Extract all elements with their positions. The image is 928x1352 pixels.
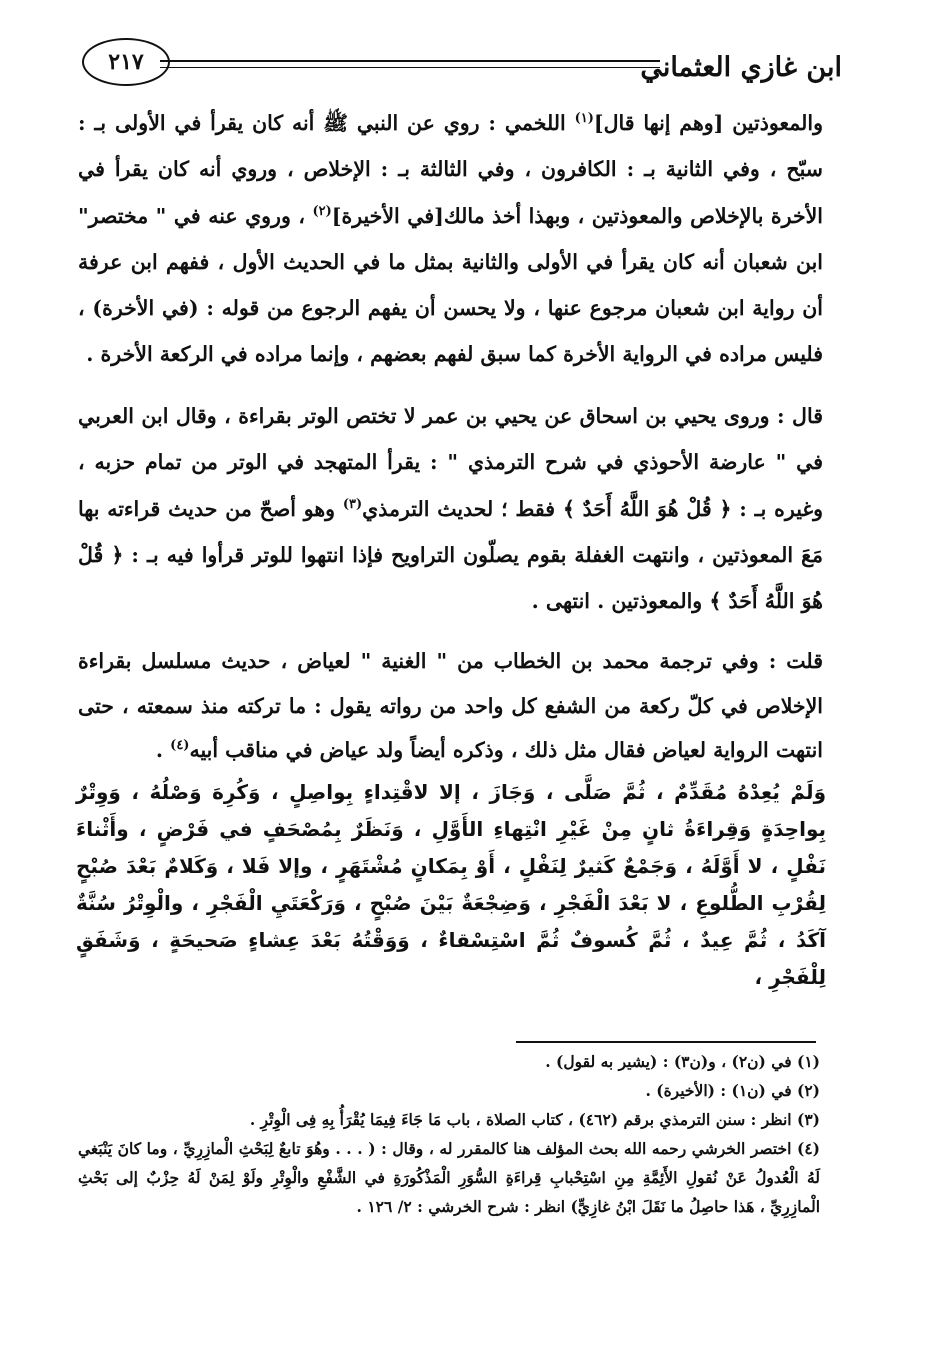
paragraph-1-text-b: اللخمي : روي عن النبي ﷺ أنه كان يقرأ في الأولى بـ : سبّح ، وفي الثانية بـ : الكافرون ، وفي الثالثة بـ : الإخلاص ، وروي أنه كان يقرأ في الأخرة بالإخلاص والمعوذتين ، وبهذا أخذ مالك[في الأخيرة]	[78, 111, 824, 228]
page-number	[82, 38, 170, 86]
footnote-2: (٢) في (ن١) : (الأخيرة) .	[645, 1081, 820, 1100]
footnote-3: (٣) انظر : سنن الترمذي برقم (٤٦٢) ، كتاب الصلاة ، باب مَا جَاءَ فِيمَا يُقْرَأُ بِهِ فِى الْوِتْرِ .	[249, 1110, 820, 1129]
matn-verse-block	[76, 774, 826, 996]
page-header	[82, 38, 842, 94]
footnote-marker-4: (٤)	[170, 738, 190, 754]
paragraph-3-text-b: .	[155, 738, 171, 762]
footnote-1: (١) في (ن٢) ، و(ن٣) : (يشير به لقول) .	[545, 1052, 820, 1071]
paragraph-2-text-a: قال : وروى يحيي بن اسحاق عن يحيي بن عمر لا تختص الوتر بقراءة ، وقال ابن العربي في " عارضة الأحوذي في شرح الترمذي " : يقرأ المتهجد في الوتر من تمام حزبه ، وغيره بـ : ﴿ قُلْ هُوَ اللَّهُ أَحَدٌ ﴾ فقط ؛ لحديث الترمذي	[78, 404, 824, 521]
paragraph-1-text-c: ، وروي عنه في " مختصر" ابن شعبان أنه كان يقرأ في الأولى والثانية بمثل ما في الحديث الأول ، ففهم ابن عرفة أن رواية ابن شعبان مرجوع عنها ، ولا يحسن أن يفهم الرجوع من قوله : (في الأخرة) ، فليس مراده في الرواية الأخرة كما سبق لفهم بعضهم ، وإنما مراده في الركعة الأخرة .	[78, 203, 823, 367]
footnote-marker-2: (٢)	[312, 203, 332, 219]
matn-verse-text: وَلَمْ يُعِدْهُ مُقَدِّمٌ ، ثُمَّ صَلَّى ، وَجَازَ ، إلا لاقْتِداءٍ بِواصِلٍ ، وَكُرِهَ وَصْلُهُ ، وَوِتْرٌ بِواحِدَةٍ وَقِراءَةُ ثانٍ مِنْ غَيْرِ انْتِهاءِ الأَوَّلِ ، وَنَظَرٌ بِمُصْحَفٍ في فَرْضٍ ، وأَثْناءَ نَفْلٍ ، لا أَوَّلَهُ ، وَجَمْعٌ كَثيرٌ لِنَفْلٍ ، أَوْ بِمَكانٍ مُشْتَهَرٍ ، وإلا فَلا ، وَكَلامٌ بَعْدَ صُبْحٍ لِقُرْبِ الطُّلوعِ ، لا بَعْدَ الْفَجْرِ ، وَضِجْعَةٌ بَيْنَ صُبْحٍ ، وَرَكْعَتَيِ الْفَجْرِ ، والْوِتْرُ سُنَّةٌ آكَدُ ، ثُمَّ عِيدٌ ، ثُمَّ كُسوفٌ ثُمَّ اسْتِسْقاءٌ ، وَوَقْتُهُ بَعْدَ عِشاءٍ صَحيحَةٍ ، وَشَفَقٍ لِلْفَجْرِ ،	[76, 780, 826, 989]
header-rule	[160, 60, 660, 68]
paragraph-3	[78, 639, 823, 773]
footnote-marker-3: (٣)	[342, 496, 363, 512]
paragraph-3-text-a: قلت : وفي ترجمة محمد بن الخطاب من " الغنية " لعياض ، حديث مسلسل بقراءة الإخلاص في كلّ ركعة من الشفع كل واحد من رواته يقول : ما تركته منذ سمعته ، حتى انتهت الرواية لعياض فقال مثل ذلك ، وذكره أيضاً ولد عياض في مناقب أبيه	[78, 649, 823, 762]
footnote-marker-1: (١)	[574, 111, 594, 127]
paragraph-1-text-a: والمعوذتين [وهم إنها قال]	[593, 111, 824, 135]
paragraph-1	[78, 100, 823, 378]
footnote-separator	[516, 1041, 816, 1043]
paragraph-2	[78, 393, 823, 624]
footnote-4: (٤) اختصر الخرشي رحمه الله بحث المؤلف هنا كالمقرر له ، وقال : ( . . . وهُوَ تابعٌ لِبَحْثِ الْمازِرِيِّ ، وما كانَ يَنْبَغي لَهُ الْعُدولُ عَنْ نُقولِ الأَئِمَّةِ مِنِ اسْتِحْبابِ قِراءَةِ السُّوَرِ الْمَذْكُورَةِ في الشَّفْعِ والْوِتْرِ ولَوْ لِمَنْ لَهُ حِزْبٌ إلى بَحْثِ الْمازِرِيِّ ، هَذا حاصِلُ ما نَقَلَ ابْنُ غازِيٍّ) انظر : شرح الخرشي : ٢/ ١٢٦ .	[78, 1139, 820, 1216]
running-title: ابن غازي العثماني	[640, 52, 842, 83]
footnotes	[78, 1047, 820, 1221]
paragraph-2-text-b: وهو أصحّ من حديث قراءته بها مَعَ المعوذتين ، وانتهت الغفلة بقوم يصلّون التراويح فإذا انتهوا للوتر قرأوا فيه بـ : ﴿ قُلْ هُوَ اللَّهُ أَحَدٌ ﴾ والمعوذتين . انتهى .	[78, 496, 823, 614]
page-number-text: ٢١٧	[108, 49, 144, 75]
